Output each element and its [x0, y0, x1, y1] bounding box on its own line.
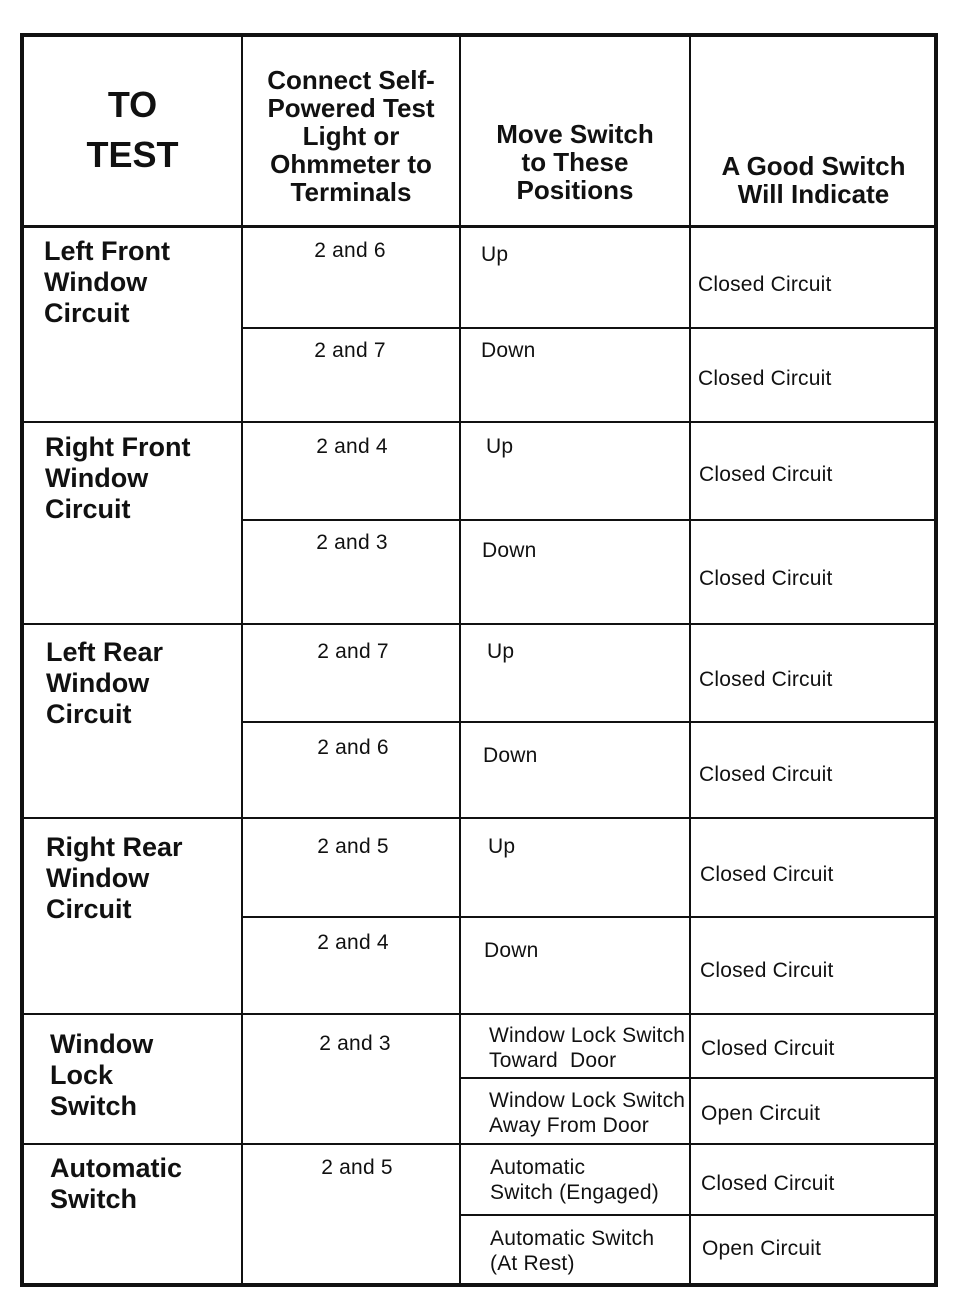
position-value: Up — [488, 835, 516, 858]
indicate-value: Closed Circuit — [699, 463, 833, 486]
group-label-line: Circuit — [45, 494, 131, 524]
row-divider — [243, 327, 936, 329]
group-label-line: Left Front — [44, 236, 170, 266]
terminals-value: 2 and 5 — [317, 835, 389, 858]
terminals-value: 2 and 7 — [317, 640, 389, 663]
header-connect-terminals — [243, 66, 459, 206]
row-divider — [243, 916, 936, 918]
position-value: Down — [484, 939, 539, 962]
indicate-value: Closed Circuit — [701, 1037, 835, 1060]
group-label-line: Circuit — [44, 298, 130, 328]
group-label-left-rear-window — [46, 637, 163, 730]
position-value: Up — [486, 435, 514, 458]
position-line: (At Rest) — [490, 1252, 575, 1275]
row-divider — [243, 721, 936, 723]
group-label-left-front-window — [44, 236, 170, 329]
indicate-value: Closed Circuit — [699, 668, 833, 691]
group-divider — [22, 623, 936, 625]
position-line: Away From Door — [489, 1114, 649, 1137]
group-divider — [22, 1143, 936, 1145]
header-connect-line: Terminals — [290, 177, 412, 207]
header-move-line: Positions — [516, 175, 634, 205]
position-line: Window Lock Switch — [489, 1089, 686, 1112]
indicate-value: Open Circuit — [702, 1237, 822, 1260]
terminals-value: 2 and 4 — [316, 435, 388, 458]
terminals-value: 2 and 4 — [317, 931, 389, 954]
group-divider — [22, 421, 936, 423]
position-value — [489, 1023, 685, 1073]
indicate-value: Open Circuit — [701, 1102, 821, 1125]
header-move-line: to These — [521, 147, 629, 177]
position-value — [490, 1226, 654, 1276]
group-label-line: Circuit — [46, 699, 132, 729]
indicate-value: Closed Circuit — [701, 1172, 835, 1195]
header-connect-line: Light or — [302, 121, 400, 151]
terminals-value: 2 and 5 — [321, 1156, 393, 1179]
header-good-line: Will Indicate — [737, 179, 890, 209]
header-connect-line: Connect Self- — [267, 65, 435, 95]
header-to-test — [24, 80, 241, 180]
group-label-line: Lock — [50, 1060, 114, 1090]
position-line: Toward Door — [489, 1049, 617, 1072]
group-label-line: Circuit — [46, 894, 132, 924]
indicate-value: Closed Circuit — [699, 567, 833, 590]
header-divider — [22, 225, 936, 228]
group-label-line: Left Rear — [46, 637, 164, 667]
position-value: Down — [483, 744, 538, 767]
group-label-line: Automatic — [50, 1153, 183, 1183]
group-label-line: Window — [50, 1029, 154, 1059]
indicate-value: Closed Circuit — [700, 959, 834, 982]
terminals-value: 2 and 3 — [316, 531, 388, 554]
row-divider — [461, 1077, 936, 1079]
group-divider — [22, 817, 936, 819]
row-divider — [243, 519, 936, 521]
header-good-line: A Good Switch — [721, 151, 906, 181]
group-label-line: Right Front — [45, 432, 191, 462]
column-divider — [241, 35, 243, 1283]
group-divider — [22, 1013, 936, 1015]
terminals-value: 2 and 3 — [319, 1032, 391, 1055]
group-label-line: Switch — [50, 1091, 138, 1121]
indicate-value: Closed Circuit — [699, 763, 833, 786]
terminals-value: 2 and 6 — [314, 239, 386, 262]
position-value: Down — [482, 539, 537, 562]
group-label-line: Window — [44, 267, 148, 297]
header-to-test-line: TEST — [86, 134, 179, 175]
position-line: Switch (Engaged) — [490, 1181, 659, 1204]
header-to-test-line: TO — [107, 84, 158, 125]
group-label-line: Right Rear — [46, 832, 183, 862]
indicate-value: Closed Circuit — [698, 367, 832, 390]
position-value — [490, 1155, 659, 1205]
header-move-line: Move Switch — [496, 119, 654, 149]
terminals-value: 2 and 7 — [314, 339, 386, 362]
header-connect-line: Powered Test — [267, 93, 435, 123]
header-move-switch — [461, 120, 689, 204]
position-value — [489, 1088, 685, 1138]
header-good-switch — [691, 152, 936, 208]
group-label-line: Window — [45, 463, 149, 493]
group-label-automatic-switch — [50, 1153, 182, 1215]
position-line: Automatic Switch — [490, 1227, 655, 1250]
position-value: Up — [487, 640, 515, 663]
row-divider — [461, 1214, 936, 1216]
group-label-line: Window — [46, 863, 150, 893]
header-connect-line: Ohmmeter to — [270, 149, 432, 179]
group-label-window-lock-switch — [50, 1029, 153, 1122]
indicate-value: Closed Circuit — [700, 863, 834, 886]
terminals-value: 2 and 6 — [317, 736, 389, 759]
group-label-right-rear-window — [46, 832, 183, 925]
group-label-line: Window — [46, 668, 150, 698]
group-label-right-front-window — [45, 432, 190, 525]
indicate-value: Closed Circuit — [698, 273, 832, 296]
position-line: Window Lock Switch — [489, 1024, 686, 1047]
column-divider — [689, 35, 691, 1283]
position-value: Down — [481, 339, 536, 362]
position-value: Up — [481, 243, 509, 266]
position-line: Automatic — [490, 1156, 586, 1179]
group-label-line: Switch — [50, 1184, 138, 1214]
